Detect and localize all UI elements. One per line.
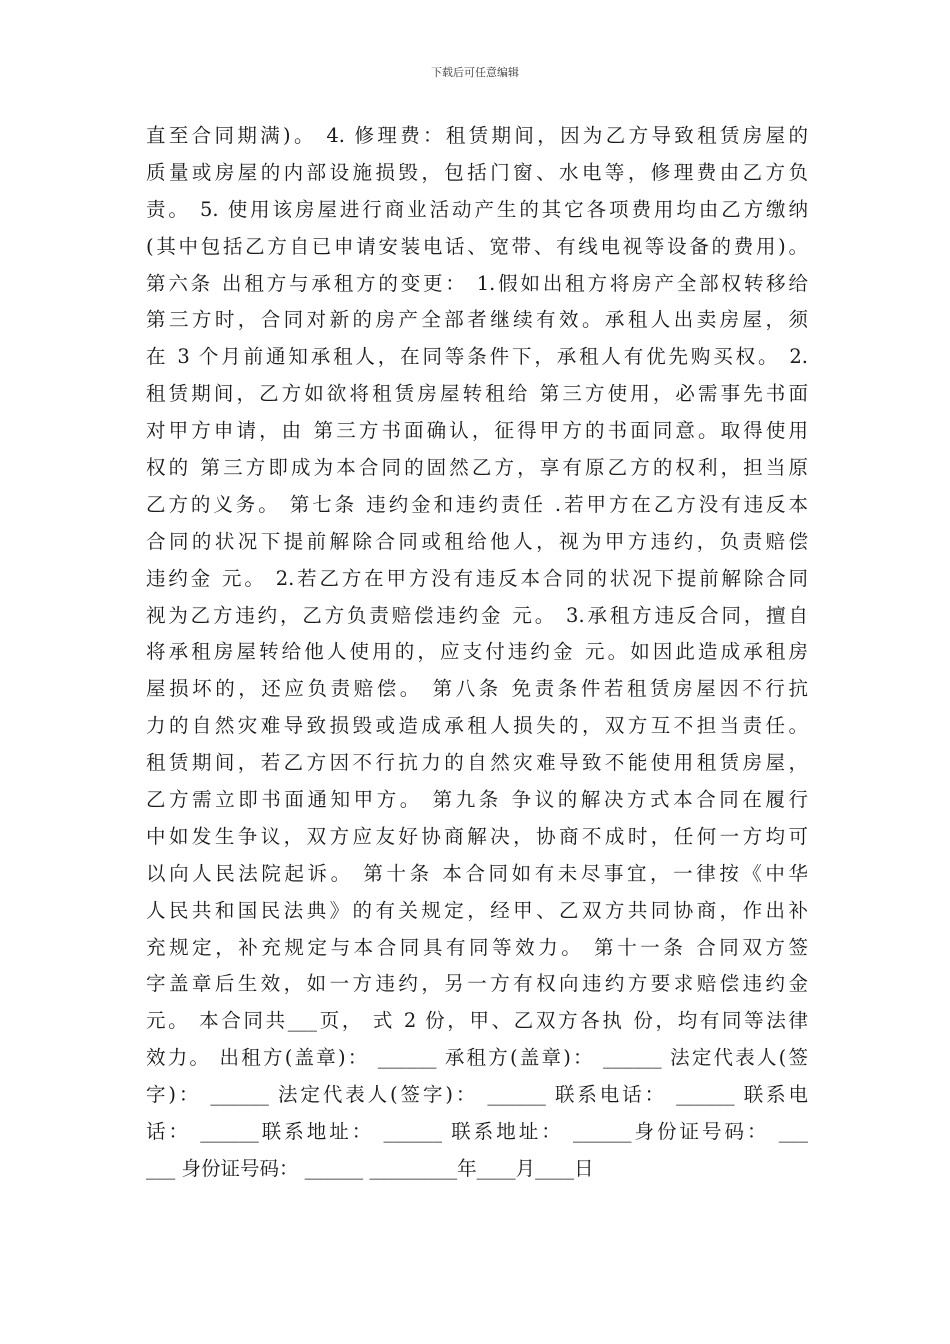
text-line: 将承租房屋转给他人使用的，应支付违约金 元。如因此造成承租房 xyxy=(146,640,808,664)
text-line: 乙方的义务。 第七条 违约金和违约责任 .若甲方在乙方没有违反本 xyxy=(146,492,808,516)
text-line: 中如发生争议，双方应友好协商解决，协商不成时，任何一方均可 xyxy=(146,824,808,848)
text-line: 第三方时，合同对新的房产全部者继续有效。承租人出卖房屋，须 xyxy=(146,308,808,332)
text-line: 对甲方申请，由 第三方书面确认，征得甲方的书面同意。取得使用 xyxy=(146,419,808,443)
text-line: 第六条 出租方与承租方的变更： 1.假如出租方将房产全部权转移给 xyxy=(146,271,808,295)
text-line: 字)： ______ 法定代表人(签字)： ______ 联系电话： ______ 联系电 xyxy=(146,1083,808,1107)
text-line: 租赁期间，若乙方因不行抗力的自然灾难导致不能使用租赁房屋， xyxy=(146,751,808,775)
text-line: 话： ______联系地址： ______ 联系地址： ______身份证号码： ___ xyxy=(146,1120,808,1144)
text-line: 元。 本合同共___页， 式 2 份，甲、乙双方各执 份，均有同等法律 xyxy=(146,1009,808,1033)
text-line: 视为乙方违约，乙方负责赔偿违约金 元。 3.承租方违反合同，擅自 xyxy=(146,603,808,627)
text-line: ___ 身份证号码： ______ _________年____月____日 xyxy=(146,1156,594,1180)
text-line: 充规定，补充规定与本合同具有同等效力。 第十一条 合同双方签 xyxy=(146,935,808,959)
contract-body-text xyxy=(146,118,808,1188)
text-line: 合同的状况下提前解除合同或租给他人，视为甲方违约，负责赔偿 xyxy=(146,529,808,553)
text-line: 屋损坏的，还应负责赔偿。 第八条 免责条件若租赁房屋因不行抗 xyxy=(146,677,808,701)
text-line: 质量或房屋的内部设施损毁，包括门窗、水电等，修理费由乙方负 xyxy=(146,160,808,184)
text-line: 效力。 出租方(盖章)： ______ 承租方(盖章)： ______ 法定代表人(签 xyxy=(146,1046,808,1070)
text-line: (其中包括乙方自已申请安装电话、宽带、有线电视等设备的费用)。 xyxy=(146,234,808,258)
text-line: 乙方需立即书面通知甲方。 第九条 争议的解决方式本合同在履行 xyxy=(146,788,808,812)
text-line: 字盖章后生效，如一方违约，另一方有权向违约方要求赔偿违约金 xyxy=(146,972,808,996)
text-line: 违约金 元。 2.若乙方在甲方没有违反本合同的状况下提前解除合同 xyxy=(146,566,808,590)
text-line: 在 3 个月前通知承租人，在同等条件下，承租人有优先购买权。 2. xyxy=(146,345,808,369)
text-line: 力的自然灾难导致损毁或造成承租人损失的，双方互不担当责任。 xyxy=(146,714,808,738)
text-line: 权的 第三方即成为本合同的固然乙方，享有原乙方的权利，担当原 xyxy=(146,456,808,480)
text-line: 责。 5. 使用该房屋进行商业活动产生的其它各项费用均由乙方缴纳 xyxy=(146,197,808,221)
text-line: 以向人民法院起诉。 第十条 本合同如有未尽事宜，一律按《中华 xyxy=(146,861,808,885)
text-line: 直至合同期满)。 4. 修理费：租赁期间，因为乙方导致租赁房屋的 xyxy=(146,124,808,147)
text-line: 租赁期间，乙方如欲将租赁房屋转租给 第三方使用，必需事先书面 xyxy=(146,382,808,406)
text-line: 人民共和国民法典》的有关规定，经甲、乙双方共同协商，作出补 xyxy=(146,898,808,922)
page-header-note: 下载后可任意编辑 xyxy=(431,66,519,79)
